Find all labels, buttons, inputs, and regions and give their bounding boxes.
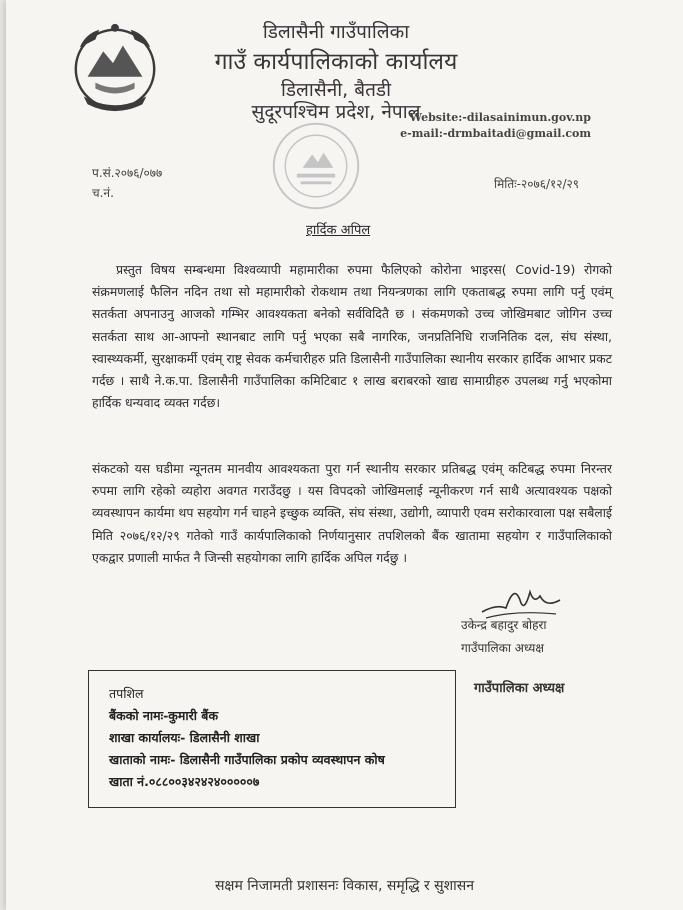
letter-sheet [6,0,683,910]
letter-subject: हार्दिक अपिल [306,223,371,238]
body-paragraph-1: प्रस्तुत विषय सम्बन्धमा विश्वव्यापी महामारीका रुपमा फैलिएको कोरोना भाइरस( Covid-19) रोगको संक्रमणलाई फैलिन नदिन तथा सो महामारीको रोकथाम तथा नियन्त्रणका लागि एकताबद्ध रुपमा लागि पर्नु एवंम् सतर्कता अपनाउनु आजको गम्भिर आवश्यकता बनेको सर्वविदितै छ । संकमणको उच्च जोखिमबाट जोगिन उच्च सतर्कता साथ आ-आफ्नो स्थानबाट लागि पर्नु भएका सबै नागरिक, जनप्रतिनिधि राजनितिक दल, संघ संस्था, स्वास्थ्यकर्मी, सुरक्षाकर्मी एवंम् राष्ट्र सेवक कर्मचारीहरु प्रति डिलासैनी गाउँपालिका स्थानीय सरकार हार्दिक आभार प्रकट गर्दछ । साथै ने.क.पा. डिलासैनी गाउँपालिका कमिटिबाट १ लाख बराबरको खाद्य सामाग्रीहरु उपलब्ध गर्नु भएकोमा हार्दिक धन्यवाद व्यक्त गर्दछ। [92,262,612,411]
email-text: e-mail:-drmbaitadi@gmail.com [400,127,591,140]
letter-date: मितिः-२०७६/१२/२९ [494,177,579,191]
round-stamp-icon [268,118,364,214]
bank-name: बैंकको नामः-कुमारी बैंक [109,708,219,723]
bank-details-box [88,670,456,808]
dispatch-number: च.नं. [92,186,114,200]
signatory-name: उकेन्द्र बहादुर बोहरा [461,618,547,632]
website-text: Website:-dilasainimun.gov.np [409,111,591,124]
reference-number: प.सं.२०७६/०७७ [92,166,163,180]
province-name: सुदूरपश्चिम प्रदेश, नेपाल [251,101,421,123]
nepal-emblem-icon [66,18,164,116]
account-number: खाता नं.०८८००३४२४२४०००००७ [109,774,260,789]
office-name: गाउँ कार्यपालिकाको कार्यालय [214,49,458,75]
office-stamp-text: गाउँपालिका अध्यक्ष [474,681,565,696]
office-location: डिलासैनी, बैतडी [280,79,392,101]
footer-slogan: सक्षम निजामती प्रशासनः विकास, समृद्धि र सुशासन [214,878,475,894]
signatory-title: गाउँपालिका अध्यक्ष [461,641,544,655]
municipality-name: डिलासैनी गाउँपालिका [262,21,410,43]
bank-branch: शाखा कार्यालयः- डिलासैनी शाखा [109,730,260,745]
bank-box-heading: तपशिल [109,686,144,701]
body-paragraph-2: संकटको यस घडीमा न्यूनतम मानवीय आवश्यकता पुरा गर्न स्थानीय सरकार प्रतिबद्ध एवंम् कटिबद्ध रुपमा निरन्तर रुपमा लागि रहेको व्यहोरा अवगत गराउँदछु । यस विपदको जोखिमलाई न्यूनीकरण गर्न साथै अत्यावश्यक पक्षको व्यवस्थापन कार्यमा थप सहयोग गर्न चाहने इच्छुक व्यक्ति, संघ संस्था, उद्योगी, व्यापारी एवम सरोकारवाला पक्ष सबैलाई मिति २०७६/१२/२९ गतेको गाउँ कार्यपालिकाको निर्णयानुसार तपशिलको बैंक खातामा सहयोग र गाउँपालिकाको एकद्वार प्रणाली मार्फत नै जिन्सी सहयोगका लागि हार्दिक अपिल गर्दछु । [92,461,612,565]
account-name: खाताको नामः- डिलासैनी गाउँपालिका प्रकोप व्यवस्थापन कोष [109,752,385,767]
